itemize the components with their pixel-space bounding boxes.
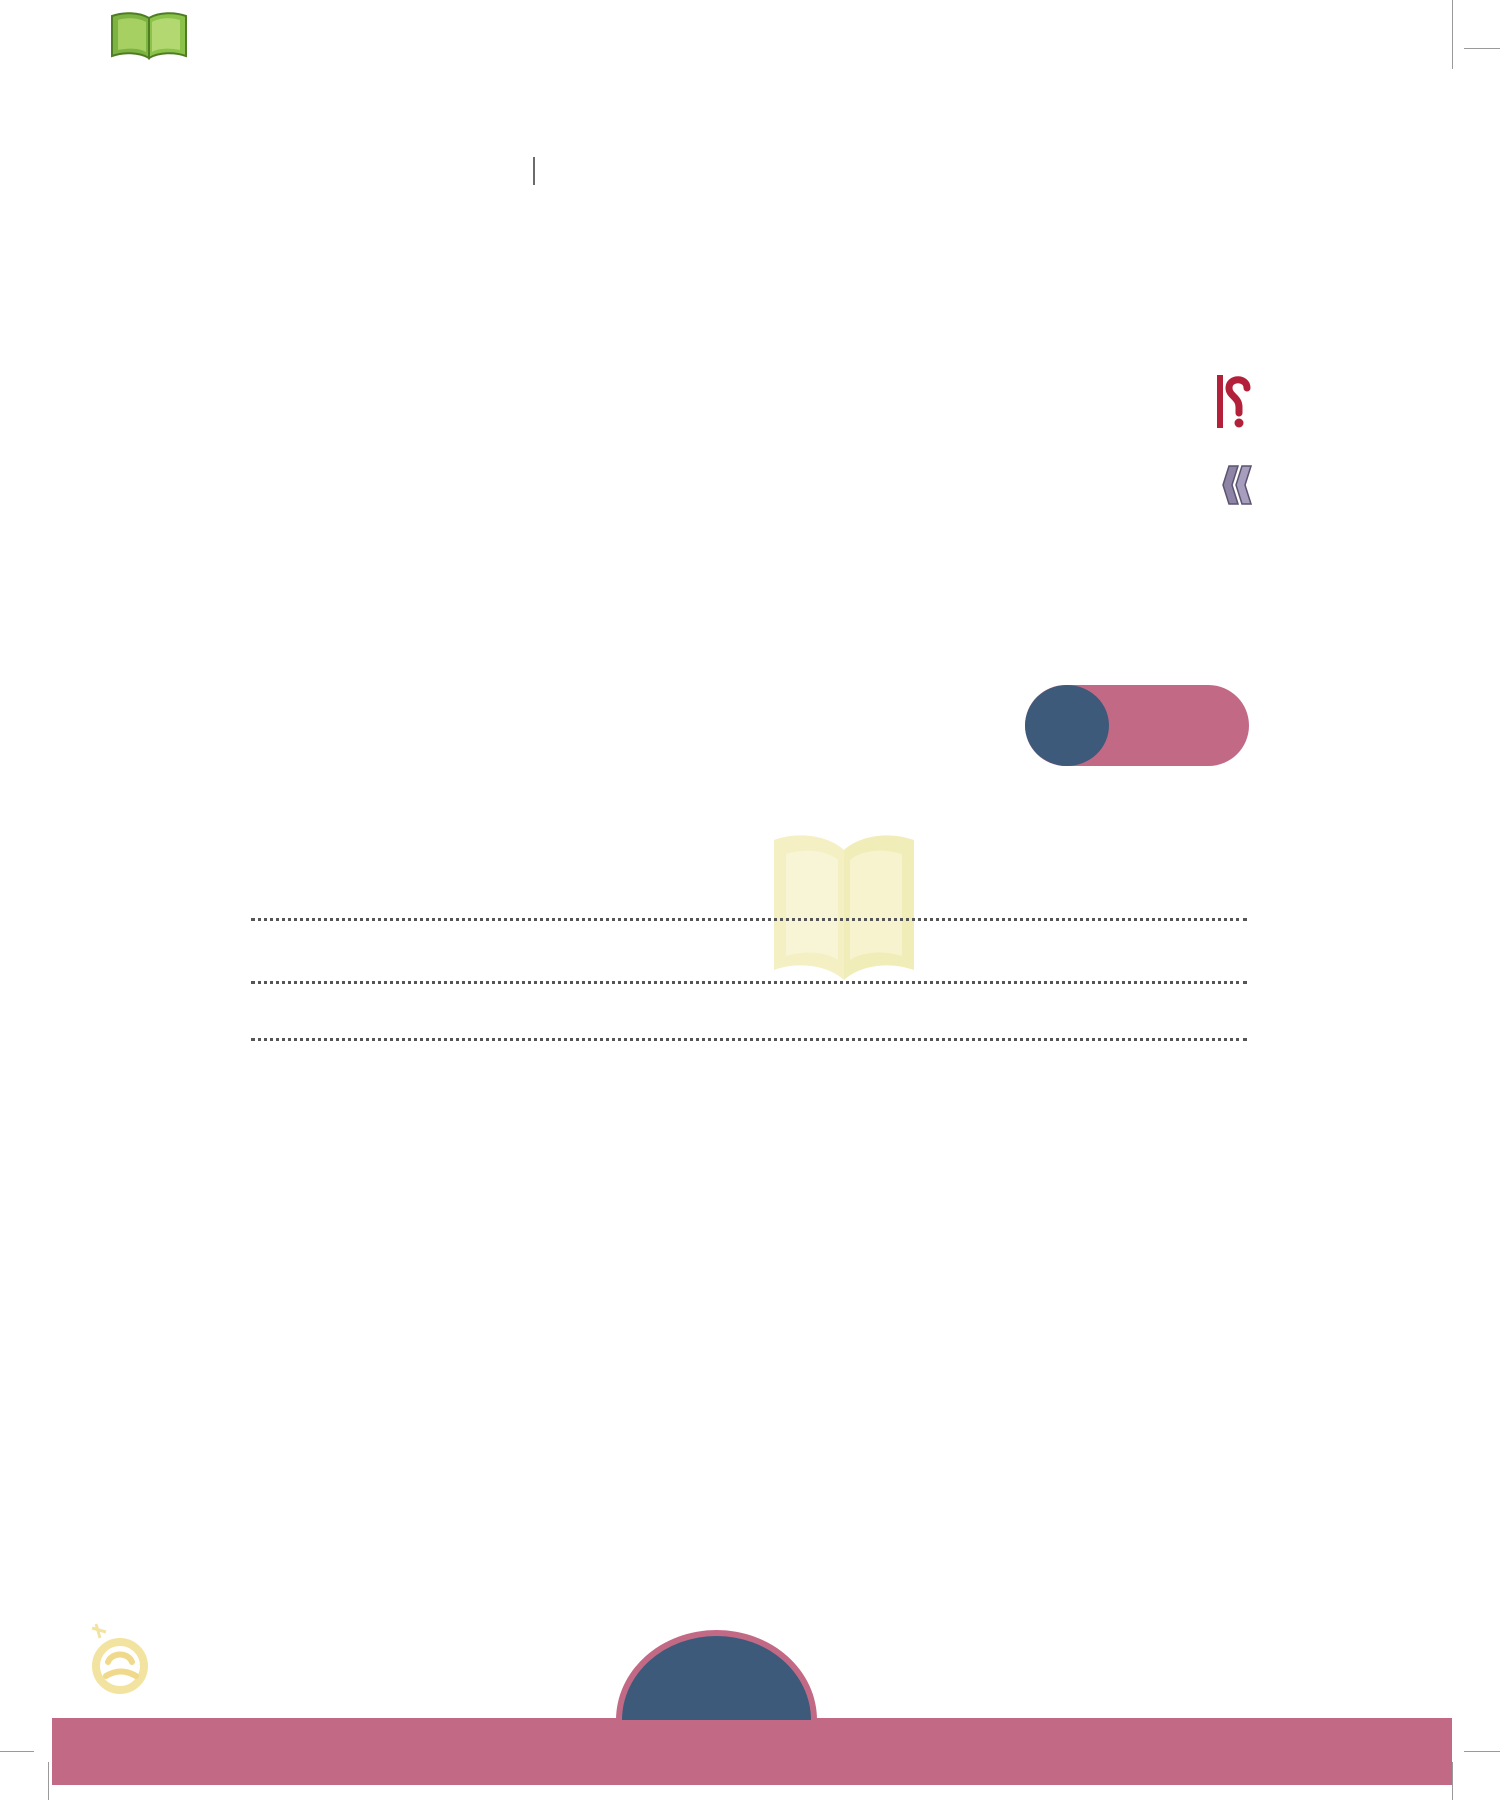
crop-mark (48, 1762, 49, 1800)
question-icon-hook (1229, 380, 1247, 413)
running-header (523, 157, 545, 185)
question-mark-icon (1217, 373, 1251, 430)
footer-band (52, 1718, 1452, 1785)
answer-dotted-line (251, 1008, 1247, 1041)
crop-mark (0, 1751, 34, 1752)
crop-mark (1452, 1762, 1453, 1800)
site-logo (11, 6, 191, 64)
emblem-spark (92, 1624, 106, 1638)
answer-dotted-line (251, 888, 1247, 921)
activity-label (1109, 685, 1249, 766)
emblem-arc (108, 1655, 132, 1663)
activity-number (1025, 685, 1109, 766)
answer-dotted-line (251, 951, 1247, 984)
book-icon (109, 10, 189, 60)
answer-row (241, 890, 1251, 930)
activity-badge (1025, 685, 1249, 766)
answer-row (241, 953, 1251, 993)
crop-mark (1464, 1751, 1500, 1752)
chevron-inner (1236, 466, 1251, 504)
answer-row (241, 1010, 1251, 1050)
decorative-square-pattern (860, 0, 1450, 290)
header-separator (533, 157, 535, 185)
crop-mark (1452, 0, 1453, 69)
emblem-arc (106, 1672, 136, 1677)
question-icon-dot (1235, 419, 1244, 428)
book-inner-right (152, 18, 180, 52)
emblem-icon (86, 1618, 150, 1700)
question-icon-bar (1217, 375, 1223, 428)
double-chevron-left-icon (1222, 465, 1252, 505)
crop-mark (1464, 48, 1500, 49)
book-inner-left (118, 18, 146, 52)
emblem-ring (96, 1642, 144, 1690)
